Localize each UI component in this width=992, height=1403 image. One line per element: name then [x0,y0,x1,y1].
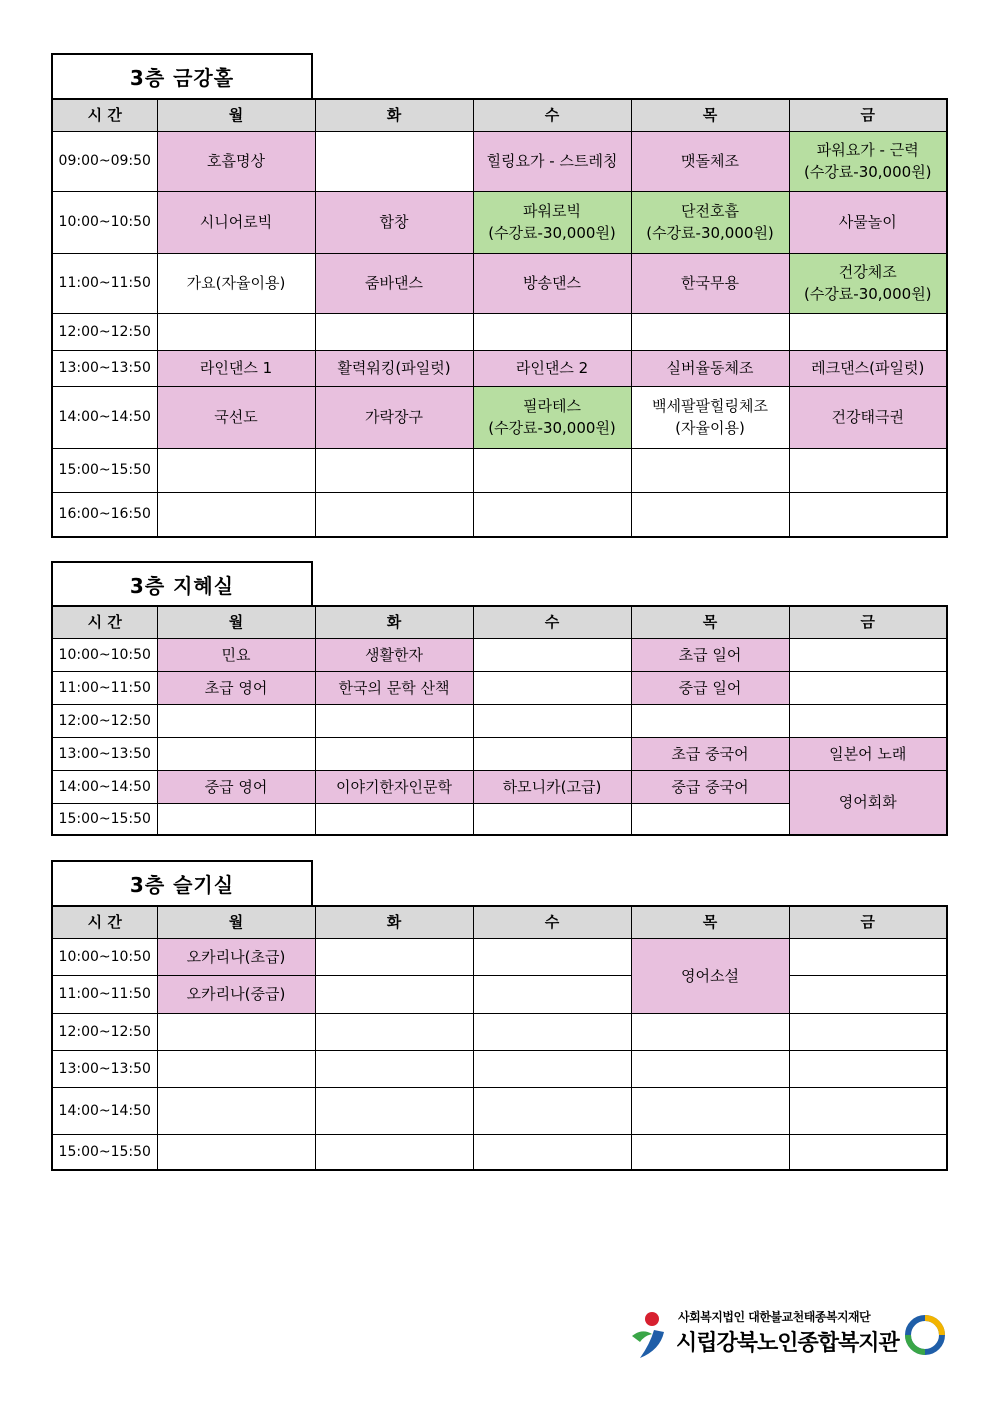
time-cell: 15:00~15:50 [52,448,157,492]
room-title: 3층 지혜실 [51,561,313,605]
empty-cell [315,975,473,1013]
class-cell: 하모니카(고급) [473,770,631,803]
class-cell: 가락장구 [315,386,473,448]
empty-cell [789,492,947,537]
empty-cell [315,737,473,770]
empty-cell [789,1087,947,1134]
header-row [52,99,947,131]
table-row [52,253,947,313]
table-row [52,386,947,448]
class-cell: 호흡명상 [157,131,315,191]
class-cell: 초급 중국어 [631,737,789,770]
logo-emblem-icon [630,1310,676,1362]
header-thu: 목 [631,99,789,131]
table-row [52,448,947,492]
empty-cell [157,1013,315,1050]
header-time: 시 간 [52,99,157,131]
time-cell: 14:00~14:50 [52,386,157,448]
header-mon: 월 [157,906,315,938]
time-cell: 15:00~15:50 [52,1134,157,1170]
empty-cell [473,638,631,671]
room-title: 3층 슬기실 [51,860,313,905]
empty-cell [473,1134,631,1170]
room-geumgang-section [51,53,947,538]
header-row [52,606,947,638]
table-row [52,975,947,1013]
time-cell: 11:00~11:50 [52,975,157,1013]
empty-cell [631,1134,789,1170]
class-cell: 가요(자율이용) [157,253,315,313]
paid-class-cell: 파워로빅 (수강료-30,000원) [473,191,631,253]
header-time: 시 간 [52,906,157,938]
class-cell: 중급 영어 [157,770,315,803]
empty-cell [473,737,631,770]
empty-cell [631,492,789,537]
class-cell: 실버율동체조 [631,350,789,386]
empty-cell [315,938,473,975]
header-time: 시 간 [52,606,157,638]
time-cell: 11:00~11:50 [52,253,157,313]
empty-cell [315,1087,473,1134]
room-title: 3층 금강홀 [51,53,313,98]
empty-cell [789,1013,947,1050]
class-cell: 백세팔팔힐링체조 (자율이용) [631,386,789,448]
header-fri: 금 [789,906,947,938]
empty-cell [631,704,789,737]
table-row [52,1087,947,1134]
class-cell: 생활한자 [315,638,473,671]
class-cell: 사물놀이 [789,191,947,253]
class-cell: 중급 일어 [631,671,789,704]
empty-cell [473,1087,631,1134]
empty-cell [789,313,947,350]
empty-cell [473,704,631,737]
table-row [52,770,947,803]
time-cell: 14:00~14:50 [52,1087,157,1134]
empty-cell [631,313,789,350]
class-cell: 한국의 문학 산책 [315,671,473,704]
empty-cell [157,803,315,835]
table-row [52,492,947,537]
header-tue: 화 [315,906,473,938]
class-cell: 초급 일어 [631,638,789,671]
header-tue: 화 [315,99,473,131]
time-cell: 15:00~15:50 [52,803,157,835]
empty-cell [315,704,473,737]
empty-cell [157,448,315,492]
table-row [52,350,947,386]
empty-cell [789,1134,947,1170]
logo-subtitle: 사회복지법인 대한불교천태종복지재단 [678,1310,871,1324]
table-row [52,737,947,770]
header-thu: 목 [631,906,789,938]
class-cell: 국선도 [157,386,315,448]
empty-cell [315,131,473,191]
room-jihye-section [51,561,947,836]
class-cell: 힐링요가 - 스트레칭 [473,131,631,191]
time-cell: 13:00~13:50 [52,1050,157,1087]
header-thu: 목 [631,606,789,638]
logo-ring-icon [902,1312,948,1358]
class-cell: 민요 [157,638,315,671]
empty-cell [157,1050,315,1087]
class-cell: 합창 [315,191,473,253]
time-cell: 13:00~13:50 [52,737,157,770]
class-cell: 이야기한자인문학 [315,770,473,803]
empty-cell [315,803,473,835]
empty-cell [473,448,631,492]
table-row [52,313,947,350]
empty-cell [157,492,315,537]
class-cell: 오카리나(초급) [157,938,315,975]
organization-logo [630,1306,950,1364]
class-cell: 줌바댄스 [315,253,473,313]
class-cell: 활력워킹(파일럿) [315,350,473,386]
table-row [52,1134,947,1170]
empty-cell [631,1050,789,1087]
schedule-table [51,98,948,538]
empty-cell [473,313,631,350]
empty-cell [473,1013,631,1050]
time-cell: 12:00~12:50 [52,313,157,350]
empty-cell [157,313,315,350]
time-cell: 10:00~10:50 [52,191,157,253]
class-cell: 라인댄스 1 [157,350,315,386]
paid-class-cell: 건강체조 (수강료-30,000원) [789,253,947,313]
header-wed: 수 [473,606,631,638]
empty-cell [631,1087,789,1134]
empty-cell [315,448,473,492]
header-fri: 금 [789,99,947,131]
paid-class-cell: 파워요가 - 근력 (수강료-30,000원) [789,131,947,191]
empty-cell [631,1013,789,1050]
empty-cell [473,975,631,1013]
class-cell: 맷돌체조 [631,131,789,191]
time-cell: 12:00~12:50 [52,704,157,737]
header-mon: 월 [157,606,315,638]
class-cell: 방송댄스 [473,253,631,313]
empty-cell [473,492,631,537]
table-row [52,938,947,975]
time-cell: 10:00~10:50 [52,938,157,975]
schedule-table [51,605,948,836]
empty-cell [315,492,473,537]
empty-cell [473,671,631,704]
empty-cell [473,938,631,975]
empty-cell [157,704,315,737]
class-cell: 영어소설 [631,938,789,1013]
empty-cell [789,938,947,975]
empty-cell [631,448,789,492]
table-row [52,191,947,253]
empty-cell [315,1050,473,1087]
empty-cell [315,1134,473,1170]
empty-cell [789,671,947,704]
empty-cell [473,803,631,835]
class-cell: 영어회화 [789,770,947,835]
time-cell: 09:00~09:50 [52,131,157,191]
table-row [52,671,947,704]
empty-cell [157,737,315,770]
class-cell: 중급 중국어 [631,770,789,803]
empty-cell [789,448,947,492]
class-cell: 오카리나(중급) [157,975,315,1013]
class-cell: 레크댄스(파일럿) [789,350,947,386]
header-mon: 월 [157,99,315,131]
paid-class-cell: 필라테스 (수강료-30,000원) [473,386,631,448]
paid-class-cell: 단전호흡 (수강료-30,000원) [631,191,789,253]
class-cell: 라인댄스 2 [473,350,631,386]
class-cell: 한국무용 [631,253,789,313]
time-cell: 11:00~11:50 [52,671,157,704]
class-cell: 일본어 노래 [789,737,947,770]
time-cell: 12:00~12:50 [52,1013,157,1050]
header-row [52,906,947,938]
empty-cell [789,704,947,737]
room-seulgi-section [51,860,947,1171]
time-cell: 10:00~10:50 [52,638,157,671]
empty-cell [157,1087,315,1134]
empty-cell [473,1050,631,1087]
table-row [52,1050,947,1087]
empty-cell [789,975,947,1013]
logo-title: 시립강북노인종합복지관 [676,1331,899,1356]
header-wed: 수 [473,906,631,938]
empty-cell [315,313,473,350]
class-cell: 초급 영어 [157,671,315,704]
empty-cell [789,1050,947,1087]
empty-cell [157,1134,315,1170]
table-row [52,1013,947,1050]
table-row [52,704,947,737]
time-cell: 14:00~14:50 [52,770,157,803]
class-cell: 시니어로빅 [157,191,315,253]
class-cell: 건강태극권 [789,386,947,448]
time-cell: 16:00~16:50 [52,492,157,537]
empty-cell [631,803,789,835]
time-cell: 13:00~13:50 [52,350,157,386]
schedule-table [51,905,948,1171]
header-wed: 수 [473,99,631,131]
empty-cell [315,1013,473,1050]
empty-cell [789,638,947,671]
header-fri: 금 [789,606,947,638]
table-row [52,131,947,191]
table-row [52,638,947,671]
header-tue: 화 [315,606,473,638]
